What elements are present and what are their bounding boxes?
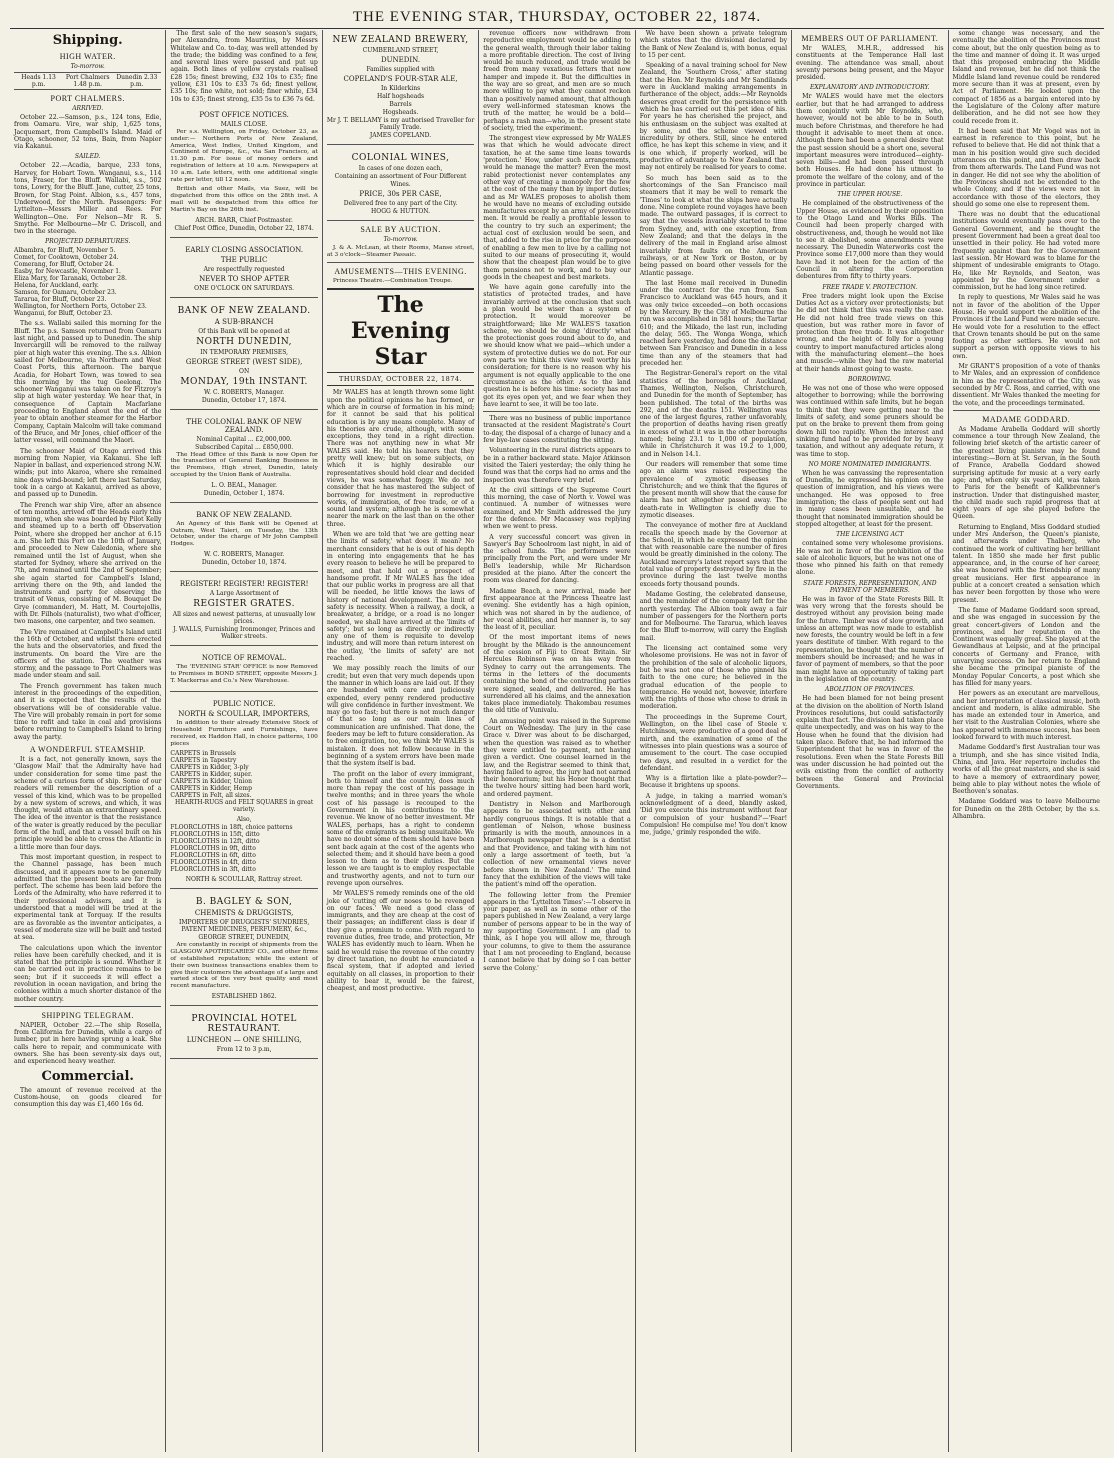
members-title: MEMBERS OUT OF PARLIAMENT. (801, 34, 939, 43)
colonial-bank-signature: L. O. BEAL, Manager. (211, 481, 278, 489)
bagley-line: CHEMISTS & DRUGGISTS, (194, 909, 294, 918)
shipping-news-2: The schooner Maid of Otago arrived this morning from Napier, via Kakanui. She left Napier in ballast, and experienced strong N.W. winds; put into Akaroa, where she remained nine days wind-bound; left there last Saturday, took in a cargo at Kakanui, arrived as above, and passed up to Dunedin. (14, 447, 162, 499)
post-office-date: Chief Post Office, Dunedin, October 22, 1874. (174, 224, 314, 232)
article-text: Volunteering in the rural districts appears to be in a rather backward state. Major Atkinson visited the Taieri yesterday; the only thing he found was that the corps had no arms and the inspection was therefore very brief. (483, 447, 631, 484)
bank-nz-line: NORTH DUNEDIN, (196, 336, 293, 347)
editorial-text-5: Mr WALES'S remedy reminds one of the old joke of 'cutting off our noses to be revenged on our faces.' We need a good class of immigrants, and they are cheap at the cost of their passages; an indifferent class is dear if they give a premium to come. With regard to revenue duties, free trade, and protection, Mr WALES has evidently much to learn. When he said he would raise the revenue of the country by direct taxation, no doubt he enunciated a fiscal system, that if adopted and levied equitably on all classes, in proportion to their ability to bear it, would be the fairest, cheapest, and most productive. (326, 890, 475, 993)
divider (953, 410, 1100, 411)
article-text: There was no business of public importance transacted at the resident Magistrate's Court to-day, the disposal of a charge of lunacy and a few bye-law cases constituting the sitting. (483, 415, 631, 445)
shipping-news-1: The s.s. Wallabi sailed this morning for the Bluff. The p.s. Samson returned from Oamaru last night, and passed up to Dunedin. The ship Invercargill will be removed to the railway pier at high water this evening. The s.s. Albion sailed for Melbourne, via Northern and West Coast Ports, this afternoon. The barque Acadia, for Hobart Town, was towed to sea this morning by the tug Geelong. The schooner Wanganui was taken on for Fitzroy's slip at high water yesterday. We hear that, in consequence of Captain Macfarlane proceeding to England about the end of the year to obtain another steamer for the Harbor Company, Captain Malcolm will take command of the Bruce, and Mr Jones, chief officer of the latter vessel, will command the Maori. (14, 320, 162, 445)
shipping-news-4: The Vire remained at Campbell's Island until the 16th of October, and whilst there erected the huts and the observatories, and fixed the instruments. On board the Vire are the officers of the station. The weather was stormy, and the passage to Port Chalmers was made under steam and sail. (14, 628, 162, 680)
list-item: FLOORCLOTHS in 4ft, ditto (170, 859, 256, 867)
bank-nz-signature: W. C. ROBERTS, Manager. (204, 388, 285, 396)
early-closing-line: ONE O'CLOCK ON SATURDAYS. (194, 284, 295, 292)
colonial-bank-title: THE COLONIAL BANK OF NEW ZEALAND. (186, 417, 302, 434)
wines-title: COLONIAL WINES, (351, 153, 450, 163)
article-text: Free traders might look upon the Excise Duties Act as a victory over protectionists; but he did not think that this was really the case. He did not hold free trade views on this question, but was rather more in favor of protection than free trade. It was altogether wrong, and the height of folly for a young country to import manufactured articles along with the manufacturing element—the hoes and muscle—while they had the raw material at their hands almost going to waste. (796, 292, 944, 373)
steamship-text-3: The calculations upon which the inventor relies have been carefully checked, and it is stated that the principle is sound. Whether it can be carried out in practice remains to be seen; but if it succeeds it will effect a revolution in ocean navigation, and bring the colonies within a much shorter distance of the mother country. (14, 944, 162, 1003)
editorial-text-3: We may possibly reach the limits of our credit; but even that very much depends upon the manner in which loans are laid out. If they are husbanded with care and judiciously expended, every penny rendered productive will give confidence in further investment. We may go too fast; but there is not much danger of that so long as our main lines of communication are unfinished. That done, the feeders may be left to future consideration. As to free emigration, too, we think Mr WALES is mistaken. It does not follow because in the beginning of a system errors have been made that the system itself is bad. (326, 665, 475, 768)
removal-notice (170, 649, 317, 692)
departure-item: Helena, for Auckland, early. (14, 282, 99, 290)
subheading: THE LICENSING ACT (836, 531, 904, 539)
column-3 (323, 30, 479, 1452)
bank-nz-line: GEORGE STREET (WEST SIDE), (185, 357, 303, 366)
bank-nz-line: IN TEMPORARY PREMISES, (200, 348, 289, 356)
arrivals-text: October 22.—Samson, p.s., 124 tons, Edie, from Oamaru. Vire, war ship, 1,625 tons, Jacquemart, from Campbell's Island. Maid of Otago, schooner, 52 tons, Bain, from Napier via Kakanui. (14, 114, 162, 151)
amusements-title: AMUSEMENTS—THIS EVENING. (334, 266, 467, 276)
sailings-text: October 22.—Acadia, barque, 233 tons, Harvey, for Hobart Town. Wanganui, s.s., 114 tons, Fraser, for the Bluff. Wallabi, s.s., 502 tons, Lowry, for the Bluff. Jane, cutter, 25 tons, Brown, for Stag Point. Albion, s.s., 457 tons, Underwood, for the North. Passengers: For Lyttelton—Messrs Miller and Rees. For Wellington—One. For Nelson—Mr R. S. Smythe. For Melbourne—Mr C. Driscoll, and two in the steerage. (14, 162, 162, 236)
article-text: There was no doubt that the educational institutions would eventually pass over to the General Government, and he thought the present Government had been a great deal too unsettled in their policy. He had voted more frequently against than for the Government last session. Mr Howard was to blame for the shipment of undesirable emigrants to Otago. He, like Mr Reynolds, and Seaton, was appointed by the Government under a commission, but he had long since retired. (952, 211, 1100, 292)
departure-item: Comet, for Cooktown, October 24. (14, 254, 119, 262)
brewery-line: Families supplied with (366, 66, 435, 73)
amusements-text: Princess Theatre.—Combination Troupe. (332, 277, 453, 284)
colonial-bank-capital: Nominal Capital ... £2,000,000. (196, 435, 292, 443)
bank-nz-ad (170, 301, 317, 410)
article-text: The conveyance of mother fire at Auckland recalls the speech made by the Governor at the School, in which he expressed the opinion that with reasonable care the number of fires would be greatly diminished in the colony. The Auckland mercury's latest report says that the total value of property destroyed by fire in the province during the last twelve months exceeds forty thousand pounds. (639, 522, 788, 588)
high-water-title: HIGH WATER. (59, 52, 116, 61)
subheading: ABOLITION OF PROVINCES. (824, 686, 915, 694)
colonial-bank-ad (170, 413, 317, 503)
article-text: Dentistry in Nelson and Marlborough appears to be associated with other and hardly congruous things. It is notable that a gentleman of Nelson, whose business primarily is with the mouth, announces in a Marlborough newspaper that he is a dentist and that Providence, and taking with him not only a large assortment of teeth, but 'a collection of new ornamental views never before shown in New Zealand.' The mind fancy that the exhibition of the views will take the patient's mind off the operation. (483, 800, 631, 889)
wines-ad (327, 148, 474, 221)
register-line: REGISTER GRATES. (193, 598, 295, 609)
telegram-text: NAPIER, October 22.—The ship Rosella, from California for Dunedin, while a cargo of lumber, put in here having sprung a leak. She calls here to repair, and communicate with owners. She has been seventy-six days out, and experienced heavy weather. (14, 1021, 162, 1066)
brewery-line: Hogsheads. (382, 109, 419, 116)
brewery-line: COPELAND'S FOUR-STAR ALE, (343, 75, 458, 83)
article-text: The following letter from the Premier appears in the 'Lyttelton Times':—'I observe in your paper, as well as in some other of the papers published in New Zealand, a very large number of persons appear to be in the way of my supporting Government. I am glad to think, as I hope you will allow me, through your columns, to give to them the assurance that I am not proceeding to England, because I cannot believe that by doing so I can better serve the Colony.' (483, 891, 631, 972)
north-scoullar-ad (170, 695, 317, 889)
list-item: CARPETS in Felt, all sizes. (170, 792, 252, 800)
list-item: FLOORCLOTHS in 12ft, ditto (170, 838, 260, 846)
sale-text: J. & A. McLean, at their Rooms, Manse street, at 3 o'clock—Steamer Passaic. (326, 245, 475, 258)
article-text: So much has been said as to the shortcomings of the San Francisco mail steamers that it may be well to remark the 'Times' to look at what the ships have actually done. Nine complete round voyages have been made. The outward passages, it is correct to say that the vessels invariably started to time from Sydney, and, with one exception, from New Zealand; and that the delays in the delivery of the mail in England arise almost invariably from faults on the American railways, or at New York or Boston, or by being passed on board other vessels for the Atlantic passage. (639, 174, 788, 277)
sailed-heading: SAILED. (74, 153, 101, 161)
masthead (10, 6, 1104, 29)
north-scoullar-also: Also, (236, 816, 252, 824)
column-4 (479, 30, 635, 1452)
post-office-notice (170, 106, 317, 238)
hotel-ad (170, 1009, 317, 1059)
subheading: STATE FORESTS, REPRESENTATION, AND PAYMENT OF MEMBERS. (803, 579, 937, 594)
article-text: Our readers will remember that some time ago an alarm was raised respecting the prevalence of zymotic diseases in Christchurch; and we think that the figures of the present month will show that the cause for alarm has not altogether passed away. The death-rate in Wellington is chiefly due to zymotic diseases. (639, 460, 788, 519)
tide-port-chalmers: Port Chalmers 1.48 p.m. (65, 74, 110, 88)
departures-list (14, 247, 161, 317)
article-text: When he was canvassing the representation of Dunedin, he expressed his opinion on the question of immigration, and his views were unchanged. He was opposed to free immigration; the class of people sent out had in many cases been unsuitable, and he thought that nominated immigration should be stopped altogether, at least for the present. (796, 469, 944, 528)
post-office-text-2: British and other Mails, via Suez, will be dispatched from this office on the 28th inst. A mail will be despatched from this office for Martin's Bay on the 26th inst. (170, 186, 318, 213)
list-item: CARPETS in Kidder, super. (170, 771, 253, 779)
shipping-news-5: The French government has taken much interest in the proceedings of the expedition, and it is expected that the results of the observations will be of considerable value. The Vire will probably remain in port for some time to refit and take in coal and provisions before returning to Campbell's Island to bring away the party. (14, 682, 162, 741)
early-closing-line: NEVER TO SHOP AFTER (199, 274, 290, 283)
brewery-line: Half hogsheads (376, 93, 425, 100)
list-item: FLOORCLOTHS in 15ft, ditto (170, 831, 260, 839)
article-text: He complained of the obstructiveness of the Upper House, as evidenced by their opposition to the Otago Land and Works Bills. The Council had been properly charged with obstructiveness, and, though he would not like to see it abolished, some amendments were necessary. The Dunedin Waterworks cost the Province some £17,000 more than they would have had it not been for the action of the Council in altering the Corporation debentures from fifty to thirty years. (796, 200, 944, 281)
mails-close: MAILS CLOSE. (220, 120, 268, 128)
departure-item: Samson, for Oamaru, October 23. (14, 289, 117, 297)
brewery-line: In Kilderkins (380, 85, 421, 92)
article-text: It had been said that Mr Vogel was not in earnest in reference to this point, but he refused to believe that. He did not think that a man in his position would give such decided utterances on this point, and then draw back from them afterwards. The Land Fund was not in danger. He did not see why the abolition of the Provinces should not be extended to the whole Colony, and if the views were not in accordance with those of the electors, they should go some one else to represent them. (952, 127, 1100, 208)
tide-table (14, 72, 161, 90)
departure-item: Tararua, for Bluff, October 23. (14, 296, 107, 304)
article-text: The last Home mail received in Dunedin under the contract for the run from San Francisco to Auckland was 645 hours, and it was only twice exceeded—on both occasions by the Mercury. By the City of Melbourne the run was accomplished in 581 hours; the Tartar 610; and the Mikado, the last run, including the delay, 565. The Wonga Wonga, which reached here yesterday, had done the distance between San Francisco and Dunedin in a less time than any of the steamers that had preceded her. (639, 279, 788, 368)
article-text: Returning to England, Miss Goddard studied under Mrs Anderson, the Queen's pianiste, and afterwards under Thalberg, who continued the work of cultivating her brilliant talent. In 1850 she made her first public appearance, and, in the course of her career, she was honored with the friendship of many great musicians. Her first appearance in public at a concert created a sensation which has never been forgotten by those who were present. (952, 523, 1100, 604)
bank-nz-line: ON (239, 367, 250, 375)
register-line: A Large Assortment of (209, 589, 279, 597)
high-water-sub: To-morrow. (70, 63, 105, 70)
article-text: An amusing point was raised in the Supreme Court on Wednesday. The jury in the case Grace v. Diver was about to be discharged, when the question was raised as to whether they were entitled to payment, not having given a verdict. One counsel learned in the law, and the Registrar seemed to think that, having failed to agree, the jury had not earned their honorarium; but his Honor thought that the twelve hours' sitting had been hard work, and ordered payment. (483, 717, 631, 798)
steamship-title: A WONDERFUL STEAMSHIP. (29, 745, 146, 755)
article-text: We have been shown a private telegram which states that the divisional declared by the Bank of New Zealand is, with bonus, equal to 15 per cent. (639, 30, 788, 59)
list-item: FLOORCLOTHS in 6ft, ditto (170, 852, 256, 860)
bank-nz-agency-text: An Agency of this Bank will be Opened at Outram, West Taieri, on Tuesday, the 13th October, under the charge of Mr John Campbell Hodges. (170, 520, 318, 548)
divider (327, 262, 474, 263)
register-signature: J. WALLS, Furnishing Ironmonger, Princes and Walker streets. (173, 625, 316, 640)
column-5 (636, 30, 792, 1452)
editorial-text-2: When we are told that 'we are getting near the limits of safety,' what does it mean? No merchant considers that he is out of his depth in entering into engagements that he has every reason to believe he will be prepared to meet, and that hold out a prospect of handsome profit. If Mr WALES has the idea that our public works in progress are all that will be needed, he little knows the laws of history of national development. The limit of safety is necessity. When a railway, a dock, a breakwater, a bridge, or a road is no longer needed, we shall have arrived at the 'limits of safety'; but so long as directly or indirectly any one of them is requisite to develop industry, and will more than return interest on the outlay, 'the limits of safety' are not reached. (326, 531, 475, 663)
madame-goddard-title: MADAME GODDARD. (982, 414, 1071, 424)
hotel-time: From 12 to 3 p.m, (216, 1046, 272, 1054)
subheading: NO MORE NOMINATED IMMIGRANTS. (808, 460, 932, 468)
list-item: HEARTH-RUGS and FELT SQUARES in great variety. (175, 799, 314, 814)
editorial-text-4: The profit on the labor of every immigrant, both to himself and the country, does much more than repay the cost of his passage in twelve months; and in three years the whole cost of his passage is recouped to the Government in his contributions to the revenue. We know of no better investment. Mr WALES, perhaps, has a right to condemn some of the emigrants as being unsuitable. We have no doubt some of them should have been sent back again at the cost of the agents who selected them; and it should have been a good lesson to them as to their duties. But the lesson we are taught is to employ respectable and trustworthy agents, and not to turn our revenge upon ourselves. (326, 770, 475, 887)
article-text: The Registrar-General's report on the vital statistics of the boroughs of Auckland, Thames, Wellington, Nelson, Christchurch, and Dunedin for the month of September, has been published. The total of the births was 292, and of the deaths 151. Wellington was one of the largest figures, rather unfavorably, the proportion of deaths having risen greatly in excess of what it was in the other boroughs named; being 23.1 to 1,000 of population, while in Christchurch it was 19.2 to 1,000, and in Nelson 14.1. (639, 370, 788, 458)
column-2 (166, 30, 322, 1452)
north-scoullar-signature: NORTH & SCOULLAR, Rattray street. (185, 876, 303, 884)
colonial-bank-text: The Head Office of this Bank is now Open for the transaction of General Banking Business in the Premises, High street, Dunedin, lately occupied by the Union Bank of Australia. (170, 451, 318, 478)
article-text: Why is a flirtation like a plate-powder?—Because it brightens up spoons. (639, 775, 788, 790)
article-text: At the civil sittings of the Supreme Court this morning, the case of North v. Vowel was continued. A number of witnesses were examined, and Mr Smith addressed the jury for the defence. Mr Macassey was replying when we went to press. (483, 486, 631, 531)
register-grates-ad (170, 575, 317, 646)
column-6 (792, 30, 948, 1452)
divider (14, 1006, 161, 1007)
post-office-signature: ARCH. BARR, Chief Postmaster. (195, 216, 293, 224)
steamship-text-2: This most important question, in respect to the Channel passage, has been much discussed, and it appears now to be generally admitted that the present boats are far from perfect. The scheme has been laid before the Lords of the Admiralty, who have referred it to their professional advisers, and it is understood that a model will be tried at the experimental tank at Torquay. If the results are as favorable as the inventor anticipates, a vessel of moderate size will be built and tested at sea. (14, 853, 162, 942)
article-text: He was not one of those who were opposed altogether to borrowing; while the borrowing was continued within safe limits, but he began to think that they were getting near to the limits of safety, and some pruners should be put on the brake to prevent them from going down hill too rapidly. When the interest and sinking fund had to be provided for by heavy taxation, and without any adequate return, it was time to stop. (796, 384, 944, 458)
brewery-line: DUNEDIN. (381, 56, 421, 64)
bank-nz-agency-date: Dunedin, October 10, 1874. (201, 558, 287, 566)
brewery-title: NEW ZEALAND BREWERY, (332, 35, 469, 45)
list-item: CARPETS in Kidder, Hemp (170, 785, 252, 793)
editorial-text-1: Mr WALES has at length thrown some light upon the political opinions he has formed, or which are in course of formation in his mind; for it cannot be said that his political education is by any means complete. Many of his theories are crude, although, with some exceptions, they tend in a right direction. There was not anything new in what Mr WALES said. He told his hearers that they pretty well knew; but on some subjects, on which it is highly desirable our representatives should hold clear and decided views, he was somewhat foggy. We do not consider that he has mastered the subject of borrowing for investment in reproductive works, of immigration, of free trade, or of a sound land system; although he is somewhat nearer the mark on the last than on the other three. (326, 389, 475, 528)
article-text: Mr WALES, M.H.R., addressed his constituents at the Temperance Hall last evening. The attendance was small, about seventy persons being present, and the Mayor presided. (796, 45, 944, 82)
paper-banner: The Evening Star (327, 288, 474, 373)
telegram-title: SHIPPING TELEGRAM. (41, 1010, 134, 1020)
bank-nz-date: Dunedin, October 17, 1874. (201, 396, 287, 404)
columns (10, 30, 1104, 1452)
article-text: Speaking of a naval training school for New Zealand, the 'Southern Cross,' after stating that the Hon. Mr Reynolds and Mr Sandilands were in Auckland making arrangements in furtherance of the object, adds:—Mr Reynolds deserves great credit for the persistence with which he has carried out this pet idea of his. For years he has cherished the project, and his enthusiasm on the subject was exalted at by some, and the scheme viewed with incredulity by others. Still, since he entered office, he has kept this scheme in view, and it is one which, if properly worked, will be productive of advantage to New Zealand that may not entirely be realised for years to come. (639, 62, 788, 172)
article-text: Madame Gosting, the celebrated danseuse, and the remainder of the company left for the north yesterday. The Albion took away a fair number of passengers for the Northern ports and for Melbourne. The Tararua, which leaves for the Bluff to-morrow, will carry the English mail. (639, 590, 788, 642)
bagley-line: GEORGE STREET, DUNEDIN, (198, 934, 290, 942)
list-item: FLOORCLOTHS in 18ft, choice patterns (170, 824, 293, 832)
bagley-title: B. BAGLEY & SON, (195, 897, 293, 908)
wines-signature: HOGG & HUTTON. (371, 208, 431, 215)
article-text: Madame Goddard's first Australian tour was a triumph, and she has since visited India, China, and Java. Her repertoire includes the works of all the great masters, and she is said to have a memory of extraordinary power, being able to play without notes the whole of Beethoven's sonatas. (952, 744, 1100, 796)
port-title: PORT CHALMERS. (50, 94, 125, 103)
tide-dunedin: Dunedin 2.33 p.m. (116, 74, 158, 88)
sale-title: SALE BY AUCTION. (360, 225, 441, 234)
column-1 (10, 30, 166, 1452)
bank-nz-agency-ad (170, 506, 317, 572)
bank-nz-agency-signature: W. C. ROBERTS, Manager. (204, 550, 285, 558)
article-text: As Madame Arabella Goddard will shortly commence a tour through New Zealand, the following brief sketch of the artistic career of the greatest living pianiste may be found interesting:—Born at St. Servan, in the South of France, Arabella Goddard showed surprising aptitude for music at a very early age; and, when only six years old, was taken to Paris for the benefit of Kalkbrenner's instruction. Under that distinguished master, the child made such rapid progress that at eight years of age she played before the Queen. (952, 425, 1100, 521)
colonial-bank-date: Dunedin, October 1, 1874. (203, 489, 285, 497)
section-heading-commercial: Commercial. (41, 1068, 134, 1084)
article-text: revenue officers now withdrawn from reproductive employment would be adding to the general wealth, through their labor taking a more profitable direction. The cost of living would be much reduced, and trade would be freed from many vexatious fetters that now hamper and impede it. But the difficulties in the way are so great, and men are so much more willing to pay what they cannot reckon than a positively named amount, that although every well-informed statesman knows the truth of the matter, he would be a bold—perhaps a rash man—who, in the present state of society, tried the experiment. (483, 30, 631, 132)
article-text: A judge, in taking a married woman's acknowledgment of a deed, blandly asked, 'Did you execute this instrument without fear or compulsion of your husband?'—'Fear! Compulsion! He compulse me! You don't know me, judge,' grimly responded the wife. (639, 792, 788, 837)
bank-nz-line: A SUB-BRANCH (214, 317, 274, 326)
arrived-heading: ARRIVED. (72, 105, 104, 112)
early-closing-line: Are respectfully requested (203, 265, 285, 273)
bagley-line: IMPORTERS OF DRUGGISTS' SUNDRIES, PATENT MEDICINES, PERFUMERY, &c., (179, 919, 310, 934)
wines-line: Delivered free to any part of the City. (343, 200, 458, 207)
article-text: Mr GRANT'S proposition of a vote of thanks to Mr Wales, and an expression of confidence in him as the representative of the City, was seconded by Mr C. Ross, and carried, with one dissentient. Mr Wales thanked the meeting for the vote, and the proceedings terminated. (952, 363, 1100, 407)
wines-line: PRICE, 30s PER CASE, (359, 190, 442, 198)
article-text: He had been blamed for not being present at the division on the abolition of North Island Provinces resolutions, but could satisfactorily explain that fact. The division had taken place quite unexpectedly, and was on his way to the House when he found that the division had taken place. Before that, he had informed the Superintendent that he was in favor of the resolutions. Even when the State Forests Bill was under discussion he had pointed out the evils existing from the conflict of authority between the General and Provincial Governments. (796, 695, 944, 790)
hotel-title: PROVINCIAL HOTEL RESTAURANT. (191, 1014, 297, 1035)
wines-line: Wines. (390, 181, 411, 188)
article-text: Mr WALES would have met the electors earlier, but that he had arranged to address them conjointly with Mr Reynolds, who, however, would not be able to be in South much before Christmas, and therefore he had thought it advisable to meet them at once. Although there had been a general desire that the past session should be a short one, several important measures were introduced—eighty-seven bills—and had been passed through both Houses. He had done his utmost to promote the welfare of the colony, and of the province in particular. (796, 93, 944, 189)
brewery-ad (327, 30, 474, 145)
article-text: We have again gone carefully into the statistics of protected trades, and have invariably arrived at the conclusion that such a plan would be wiser than a system of protection. It would moreover be straightforward; like Mr WALES'S taxation scheme, we should be doing 'directly' what the protectionist goes round about to do, and we should know what we paid—which under a system of protective duties we do not. For our own parts we think this view well worthy his consideration; for there is no reason why his argument is not equally applicable to the one circumstance as the other. As to the land question he is before his time: society has not got its eyes open yet, and we fear when they have learnt to see, it will be too late. (483, 284, 631, 408)
list-item: CARPETS in Tapestry (170, 757, 237, 765)
steamship-text-1: It is a fact, not generally known, says the 'Glasgow Mail' that the Admiralty have had under consideration for some time past the scheme of a curious form of ship. Some of our readers will remember the description of a vessel of this kind, which was to be propelled by a new system of screws, and which, it was thought, would attain an extraordinary speed. The idea of the inventor is that the resistance of the water is greatly reduced by the peculiar form of the hull, and that a vessel built on his principle would be able to cross the Atlantic in a little more than four days. (14, 756, 162, 851)
column-7 (949, 30, 1104, 1452)
article-text: The fame of Madame Goddard soon spread, and she was engaged in succession by the great concert-givers of London and the provinces, and her reputation on the Continent was equally great. She played at the Gewandhaus at Leipsic, and at the principal concerts of Germany and France, with unvarying success. On her return to England she became the principal pianiste of the Monday Popular Concerts, a post which she has filled for many years. (952, 606, 1100, 687)
bagley-ad (170, 892, 317, 1006)
departure-item: Easby, for Newcastle, November 1. (14, 268, 121, 276)
public-notice-title: PUBLIC NOTICE. (212, 700, 276, 709)
article-text: Of the most important items of news brought by the Mikado is the announcement of the cession of Fiji to Great Britain. Sir Hercules Robinson was on his way from Sydney to carry out the arrangements. The terms in the letters of the documents containing the bond of the contracting parties were signed, sealed, and delivered. He has surrendered all his claims, and the annexation takes place immediately. Thakombau resumes the old title of Vunivalu. (483, 634, 631, 715)
sugar-sale-text: The first sale of the new season's sugars, per Alexandra, from Mauritius, by Messrs Whitelaw and Co. to-day, was well attended by the trade; the bidding was confined to a few, and several lines were passed and put up again. Both lines of yellow crystals realised £28 15s; finest brewing, £32 10s to £35; fine yellow, £31 10s to £33 7s 6d; finest yellow, £35 10s; fine white, not sold; finer white, £34 10s to £35; finest strong, £35 5s to £36 7s 6d. (170, 30, 318, 103)
list-item: FLOORCLOTHS in 9ft, ditto (170, 845, 256, 853)
subheading: BORROWING. (847, 375, 892, 383)
register-line: All sizes and newest patterns, at unusually low prices. (172, 610, 316, 625)
north-scoullar-title: NORTH & SCOULLAR, IMPORTERS, (178, 710, 310, 719)
brewery-line: Barrels (389, 101, 412, 108)
article-text: The proceedings in the Supreme Court, Wellington, on the libel case of Steele v. Hutchinson, were productive of a good deal of mirth, and the examination of some of the witnesses into plain questions was a source of amusement to the court. The case occupied two days, and resulted in a verdict for the defendant. (639, 713, 788, 772)
article-text: The strongest view expressed by Mr WALES was that which he would advocate direct taxation, he at the same time leans towards 'protection.' How, under such arrangements, would he manage the matter? Even the most rabid protectionist never contemplates any other way of creating a monopoly for the few at the cost of the many than by import duties; and as Mr WALES proposes to abolish them he would have no means of excluding outside manufactures except by an army of preventive men. It would be really a profitable lesson to the country to try such an experiment; the actual cost of exclusion would be seen, and that, added to the rise in price for the purpose of enabling a few men to live by a calling not suited to our means of prosecuting it, would show that the cheapest plan would be to give them pensions not to work, and to buy our goods in the cheapest and best markets. (483, 135, 631, 281)
shipping-news-3: The French war ship Vire, after an absence of ten months, arrived off the Heads early this morning, when she was boarded by Pilot Kelly and steamed up to a berth off Observation Point, where she dropped her anchor at 6.15 a.m. She left this Port on the 10th of January, and proceeded to New Caledonia, where she remained until the 1st of August, when she started for Sydney, where she arrived on the 7th, and remained until the 2nd of September; she again started for Campbell's Island, arriving there on the 9th, and landed the instruments and party for observing the transit of Venus, consisting of M. Bouquet De Grye (commander), M. Hatt, M. Courtejollis, with Dr. Filhols (naturalist), two what d'officer, two masons, one carpenter, and two seamen. (14, 501, 162, 626)
article-text: In reply to questions, Mr Wales said he was not in favor of the abolition of the Upper House. He would support the abolition of the Provinces if the Land Fund were made secure. He would vote for a resolution to the effect that Crown tenants should be put on the same footing as other settlers. He would not support a person with opposite views to his own. (952, 294, 1100, 360)
article-text: contained some very wholesome provisions. He was not in favor of the prohibition of the sale of alcoholic liquors, but he was not one of those who pinned his faith on that remedy alone. (796, 540, 944, 577)
article-text: A very successful concert was given in Sawyer's Bay Schoolroom last night, in aid of the school funds. The performers were principally from the Port, and were under Mr Bell's leadership, while Mr Richardson presided at the piano. After the concert the room was cleared for dancing. (483, 533, 631, 585)
early-closing-line: THE PUBLIC (220, 255, 268, 264)
bagley-established: ESTABLISHED 1862. (211, 993, 277, 1001)
list-item: FLOORCLOTHS in 3ft, ditto (170, 866, 256, 874)
paper-dateline: THURSDAY, OCTOBER 22, 1874. (327, 375, 474, 386)
early-closing-title: EARLY CLOSING ASSOCIATION. (185, 245, 304, 254)
departure-item: Wellington, for Northern Ports, October 23. (14, 303, 147, 311)
article-text: Madame Beach, a new arrival, made her first appearance at the Princess Theatre last evening. She evidently has a high opinion, which was not shared in by the audience, of her vocal abilities, and her manner is, to say the least of it, peculiar. (483, 587, 631, 632)
sale-sub: To-morrow. (383, 236, 418, 243)
hotel-luncheon: LUNCHEON — ONE SHILLING, (186, 1036, 302, 1045)
wines-line: Containing an assortment of Four Different (334, 173, 467, 180)
article-text: Madame Goddard was to leave Melbourne for Dunedin on the 28th October, by the s.s. Alhambra. (952, 798, 1100, 820)
projected-heading: PROJECTED DEPARTURES. (45, 238, 131, 246)
bank-nz-title: BANK OF NEW ZEALAND. (177, 305, 311, 316)
floorcloth-list (170, 824, 317, 873)
bank-nz-line: MONDAY, 19th INSTANT. (180, 376, 308, 387)
brewery-line: CUMBERLAND STREET, (362, 47, 439, 54)
brewery-line: Mr J. T. BELLAMY is my authorised Traveller for Family Trade. (326, 117, 475, 131)
list-item: CARPETS in Kidder, 3-ply (170, 764, 249, 772)
bank-nz-agency-title: BANK OF NEW ZEALAND. (196, 510, 292, 519)
bagley-text: Are constantly in receipt of shipments from the GLASGOW APOTHECARIES' CO., and other firms of established reputation; while the extent of their own business transactions enables them to give their customers the advantage of a large and varied stock of the very best quality and most recent manufacture. (170, 942, 318, 990)
list-item: CARPETS in Brussels (170, 750, 236, 758)
early-closing-ad (170, 241, 317, 298)
brewery-signature: JAMES COPELAND. (369, 132, 432, 139)
article-text: some change was necessary, and the eventually the abolition of the Provinces must come about, but the only question being as to the time and manner of doing it. It was urged that this proposed embracing the Middle Island and revenue, but he did not think the Middle Island land revenue could be rendered more secure than it was at present, even by Act of Parliament. He looked upon the compact of 1856 as a bargain entered into by the Legislature of the Colony after mature deliberation, and he did not see how they could recede from it. (952, 30, 1100, 125)
article-text: He was in favor of the State Forests Bill. It was very wrong that the forests should be destroyed without any provision being made for the future. Timber was of slow growth, and unless an attempt was now made to establish new forests, the country would be left in a few years destitute of timber. With regard to the representation, he thought that the number of members should be increased; and he was in favor of payment of members, so that the poor man might have an opportunity of taking part in the legislation of the country. (796, 595, 944, 683)
article-text: The licensing act contained some very wholesome provisions. He was not in favor of the prohibition of the sale of alcoholic liquors, but he was not one of those who pinned his faith to the one cure; he believed in the gradual education of the people to temperance. He would not, however, interfere with the rights of those who chose to drink in moderation. (639, 645, 788, 711)
departure-item: Wanganui, for Bluff, October 23. (14, 310, 113, 318)
subheading: FREE TRADE V. PROTECTION. (822, 283, 918, 291)
subheading: EXPLANATORY AND INTRODUCTORY. (810, 84, 930, 92)
bank-nz-line: Of this Bank will be opened at (198, 327, 291, 335)
masthead-title: THE EVENING STAR, THURSDAY, OCTOBER 22, 1874. (352, 8, 762, 25)
tide-heads: Heads 1.13 p.m. (21, 74, 56, 88)
removal-title: NOTICE OF REMOVAL. (201, 653, 287, 662)
commercial-text: The amount of revenue received at the Custom-house, on goods cleared for consumption this day was £1,460 16s 6d. (14, 1086, 162, 1109)
removal-text: The 'EVENING STAR' OFFICE is now Removed to Premises in BOND STREET, opposite Messrs J. T. Mackerras and Co.'s New Warehouse. (170, 663, 318, 684)
north-scoullar-text: In addition to their already Extensive Stock of Household Furniture and Furnishings, have received, ex Haddon Hall, in choice patterns, 100 pieces (170, 720, 318, 747)
subheading: THE UPPER HOUSE. (837, 191, 903, 199)
section-heading-shipping: Shipping. (52, 33, 123, 48)
article-text: Her powers as an executant are marvellous, and her interpretation of classical music, both ancient and modern, is alike admirable. She has made an extended tour in America, and her visit to the Australian Colonies, where she has appeared with immense success, has been looked forward to with much interest. (952, 690, 1100, 742)
departure-item: Eliza Mary, for Taranaki, October 28. (14, 275, 127, 283)
departure-item: Albambra, for Bluff, November 5. (14, 247, 116, 255)
divider (483, 411, 630, 412)
list-item: CARPETS in Kidder, Union (170, 778, 252, 786)
post-office-title: POST OFFICE NOTICES. (199, 110, 289, 119)
departure-item: Comerang, for Bluff, October 24. (14, 261, 115, 269)
wines-line: In cases of one dozen each, (358, 165, 443, 172)
colonial-bank-subscribed: Subscribed Capital ... £850,000. (195, 443, 294, 451)
register-title: REGISTER! REGISTER! REGISTER! (179, 579, 309, 588)
carpet-list (170, 750, 317, 813)
post-office-text-1: Per s.s. Wellington, on Friday, October 23, as under:— Northern Ports of New Zealand, America, West Indies, United Kingdom, and Continent of Europe, &c., via San Francisco, at 11.30 p.m. For issue of money orders and registration of letters at 10 a.m. Newspapers at 10 a.m. Late letters, with one additional single rate per letter, till 12 noon. (170, 128, 318, 183)
